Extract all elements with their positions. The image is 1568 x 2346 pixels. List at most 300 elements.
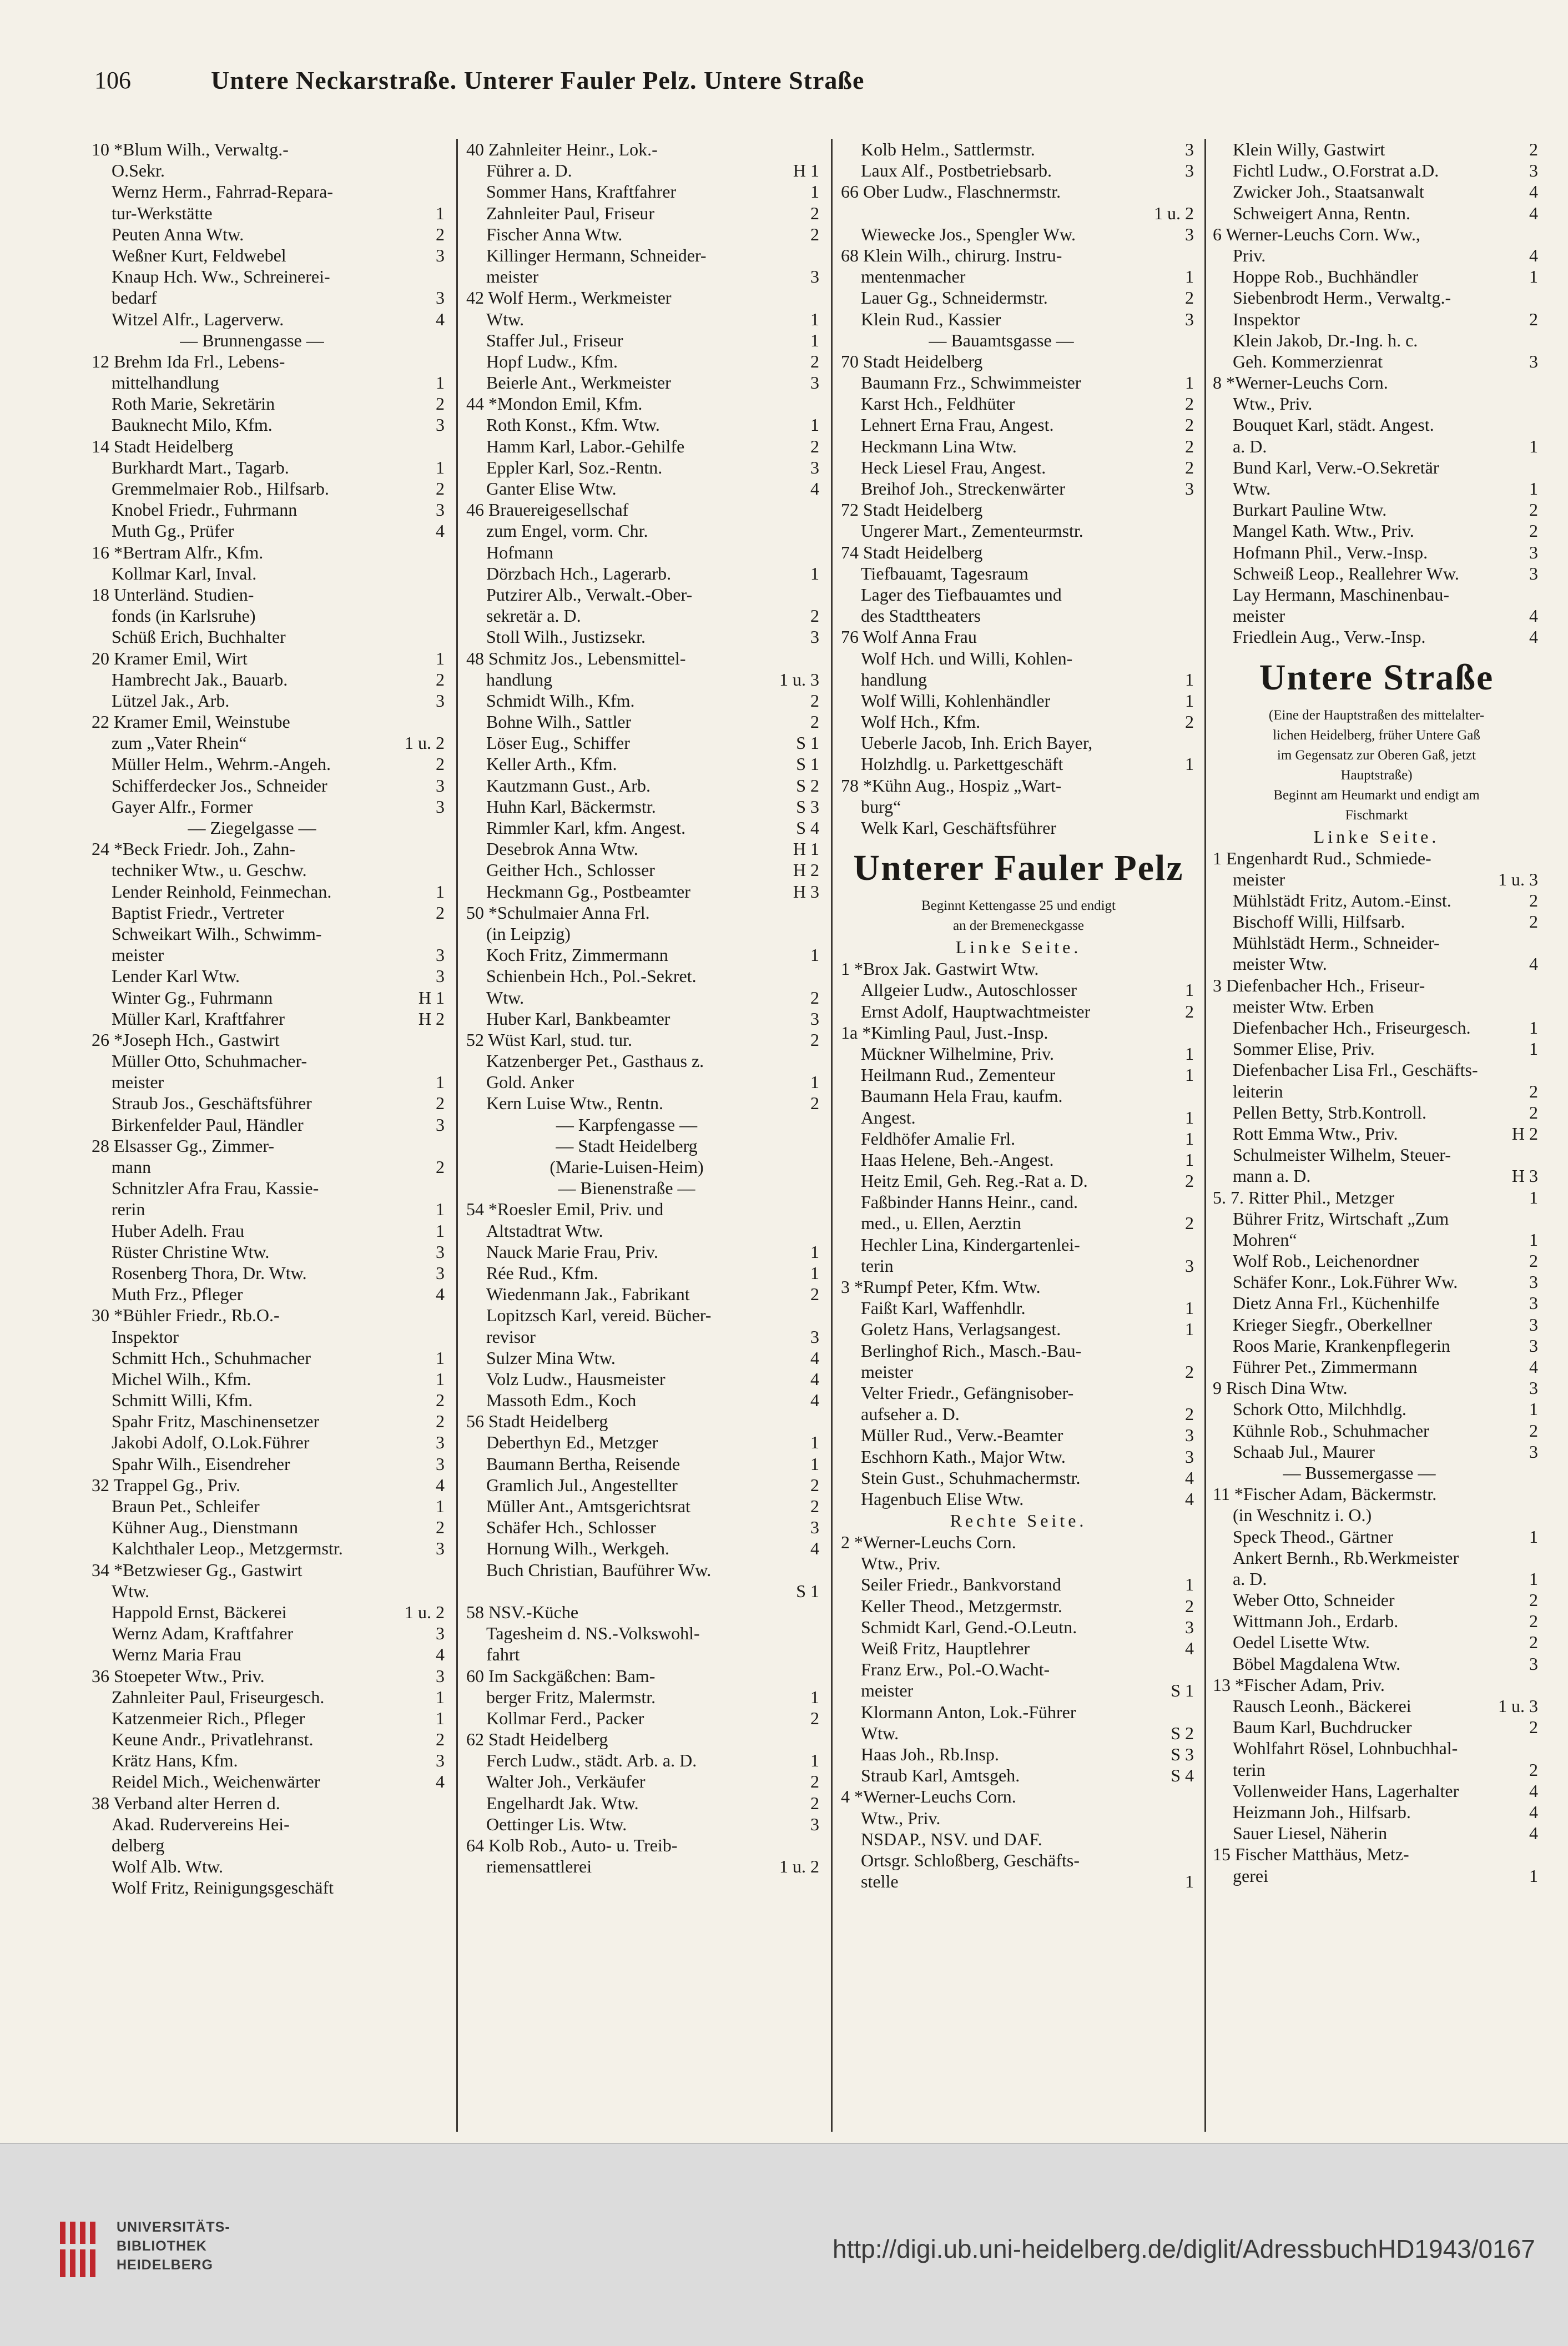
entry-text: Feldhöfer Amalie Frl. [861, 1128, 1016, 1149]
directory-entry [92, 478, 447, 499]
entry-text: rerin [112, 1199, 145, 1220]
entry-text: 74 Stadt Heidelberg [841, 542, 983, 562]
entry-floor: 2 [1185, 1001, 1194, 1021]
entry-text: Birkenfelder Paul, Händler [112, 1114, 304, 1135]
entry-text: O.Sekr. [112, 160, 165, 181]
entry-text: Schulmeister Wilhelm, Steuer- [1233, 1145, 1451, 1165]
entry-text: Siebenbrodt Herm., Verwaltg.- [1233, 288, 1451, 308]
entry-text: Oedel Lisette Wtw. [1233, 1632, 1370, 1653]
entry-text: Wolf Hch. und Willi, Kohlen- [861, 648, 1073, 668]
entry-text: Faßbinder Hanns Heinr., cand. [861, 1192, 1078, 1212]
directory-entry [1213, 160, 1540, 181]
entry-text: Huber Karl, Bankbeamter [486, 1008, 670, 1029]
entry-text: meister [861, 1680, 914, 1701]
entry-text: Kollmar Karl, Inval. [112, 563, 257, 583]
entry-floor: 4 [810, 1390, 819, 1411]
entry-text: Lehnert Erna Frau, Angest. [861, 415, 1054, 435]
directory-entry [841, 1765, 1196, 1786]
entry-text: leiterin [1233, 1081, 1283, 1101]
entry-text: Wolf Hch., Kfm. [861, 712, 981, 732]
entry-floor: S 2 [796, 775, 819, 796]
entry-floor: 2 [1529, 1081, 1538, 1101]
directory-entry [1213, 890, 1540, 911]
source-url[interactable]: http://digi.ub.uni-heidelberg.de/diglit/AdressbuchHD1943/0167 [833, 2234, 1535, 2263]
directory-entry [92, 1708, 447, 1729]
directory-entry [1213, 1165, 1540, 1186]
section-note: lichen Heidelberg, früher Untere Gaß [1273, 727, 1480, 743]
directory-entry [466, 1686, 821, 1708]
directory-entry [1213, 1398, 1540, 1419]
entry-text: Massoth Edm., Koch [486, 1390, 637, 1411]
entry-text: Huber Adelh. Frau [112, 1220, 245, 1241]
entry-text: — Karpfengasse — [556, 1114, 698, 1135]
directory-entry [1213, 1504, 1540, 1526]
directory-entry [466, 499, 821, 520]
entry-floor: 4 [436, 1771, 445, 1792]
directory-entry [841, 1001, 1196, 1022]
entry-floor: 1 [1185, 1128, 1194, 1149]
entry-floor: 4 [810, 1347, 819, 1368]
directory-entry [466, 1474, 821, 1496]
entry-text: Heck Liesel Frau, Angest. [861, 457, 1046, 477]
entry-text: 60 Im Sackgäßchen: Bam- [466, 1665, 656, 1686]
column-rule [1204, 139, 1206, 2132]
directory-entry [92, 351, 447, 372]
directory-entry [92, 753, 447, 774]
directory-entry [1213, 1038, 1540, 1059]
library-name-line: HEIDELBERG [117, 2257, 213, 2273]
entry-text: Seiler Friedr., Bankvorstand [861, 1574, 1061, 1595]
directory-entry [841, 626, 1196, 647]
entry-text: Kühnle Rob., Schuhmacher [1233, 1420, 1429, 1441]
entry-text: 18 Unterländ. Studien- [92, 584, 254, 605]
directory-entry [1213, 1356, 1540, 1377]
directory-entry [92, 1283, 447, 1305]
directory-entry [466, 1241, 821, 1262]
directory-entry [466, 1347, 821, 1368]
entry-text: Killinger Hermann, Schneider- [486, 245, 707, 265]
entry-floor: 3 [1529, 1378, 1538, 1398]
entry-floor: 2 [810, 436, 819, 456]
entry-floor: 1 [436, 1199, 445, 1220]
column-3 [841, 139, 1196, 2132]
entry-text: Hagenbuch Elise Wtw. [861, 1488, 1024, 1509]
directory-entry [92, 245, 447, 266]
directory-entry [92, 1347, 447, 1368]
entry-text: Fischer Anna Wtw. [486, 224, 623, 244]
side-heading-left: Linke Seite. [1313, 826, 1440, 847]
directory-entry [466, 1283, 821, 1305]
entry-text: Roth Marie, Sekretärin [112, 394, 275, 414]
entry-text: Bouquet Karl, städt. Angest. [1233, 415, 1434, 435]
entry-text: Akad. Rudervereins Hei- [112, 1814, 290, 1834]
entry-text: Wolf Rob., Leichenordner [1233, 1251, 1419, 1271]
entry-floor: S 1 [796, 754, 819, 774]
entry-text: 72 Stadt Heidelberg [841, 500, 983, 520]
directory-entry [1213, 203, 1540, 224]
section-divider [466, 1177, 821, 1199]
entry-text: 8 *Werner-Leuchs Corn. [1213, 372, 1388, 393]
directory-entry [1213, 1653, 1540, 1674]
entry-text: Ortsgr. Schloßberg, Geschäfts- [861, 1850, 1080, 1870]
directory-entry [466, 838, 821, 859]
entry-floor: 2 [810, 987, 819, 1008]
directory-entry [466, 1517, 821, 1538]
directory-entry [92, 1241, 447, 1262]
entry-floor: 2 [1529, 912, 1538, 932]
entry-floor: 4 [1529, 203, 1538, 223]
directory-entry [841, 1318, 1196, 1340]
directory-entry [466, 1814, 821, 1835]
directory-entry [841, 160, 1196, 181]
entry-floor: 2 [1185, 1361, 1194, 1382]
entry-text: 38 Verband alter Herren d. [92, 1793, 280, 1813]
entry-floor: S 1 [796, 733, 819, 753]
entry-text: Führer a. D. [486, 160, 572, 181]
directory-entry [841, 1255, 1196, 1276]
directory-entry [92, 1368, 447, 1390]
entry-text: mann [112, 1157, 152, 1177]
entry-floor: 2 [1529, 521, 1538, 541]
directory-entry [466, 1644, 821, 1665]
entry-text: Lender Karl Wtw. [112, 966, 240, 986]
entry-text: Hamm Karl, Labor.-Gehilfe [486, 436, 685, 456]
directory-entry [1213, 996, 1540, 1017]
entry-text: Diefenbacher Lisa Frl., Geschäfts- [1233, 1060, 1478, 1080]
entry-text: Laux Alf., Postbetriebsarb. [861, 160, 1052, 181]
directory-entry [841, 1107, 1196, 1128]
entry-floor: 4 [810, 479, 819, 499]
entry-text: 30 *Bühler Friedr., Rb.O.- [92, 1305, 280, 1326]
entry-floor: S 1 [1171, 1680, 1194, 1701]
entry-text: Wiewecke Jos., Spengler Ww. [861, 224, 1076, 244]
entry-text: Welk Karl, Geschäftsführer [861, 818, 1056, 838]
entry-text: handlung [861, 669, 927, 689]
entry-text: Eschhorn Kath., Major Wtw. [861, 1446, 1066, 1467]
directory-entry [466, 287, 821, 308]
directory-entry [92, 1177, 447, 1199]
entry-text: meister Wtw. Erben [1233, 996, 1374, 1016]
entry-text: Rée Rud., Kfm. [486, 1262, 598, 1283]
directory-entry [92, 1071, 447, 1093]
directory-entry [1213, 1144, 1540, 1165]
entry-text: — Stadt Heidelberg [556, 1135, 698, 1156]
entry-text: Reidel Mich., Weichenwärter [112, 1771, 320, 1792]
directory-entry [841, 351, 1196, 372]
entry-text: Peuten Anna Wtw. [112, 224, 244, 244]
directory-entry [841, 753, 1196, 774]
directory-entry [841, 372, 1196, 393]
entry-text: Muth Frz., Pfleger [112, 1284, 243, 1305]
directory-entry [1213, 1292, 1540, 1313]
directory-entry [1213, 330, 1540, 351]
entry-floor: 1 u. 3 [1498, 869, 1538, 889]
entry-floor: 2 [1529, 1102, 1538, 1122]
entry-text: Gremmelmaier Rob., Hilfsarb. [112, 479, 329, 499]
entry-text: Wolf Alb. Wtw. [112, 1856, 223, 1877]
entry-text: Knobel Friedr., Fuhrmann [112, 500, 298, 520]
entry-text: Kühner Aug., Dienstmann [112, 1517, 298, 1538]
entry-floor: 1 [436, 1072, 445, 1093]
entry-floor: 3 [810, 372, 819, 393]
directory-entry [841, 1808, 1196, 1829]
entry-text: Sulzer Mina Wtw. [486, 1347, 616, 1368]
directory-entry [466, 1729, 821, 1750]
entry-floor: 2 [436, 479, 445, 499]
entry-text: Roth Konst., Kfm. Wtw. [486, 415, 660, 435]
entry-text: Eppler Karl, Soz.-Rentn. [486, 457, 663, 477]
directory-entry [841, 605, 1196, 626]
directory-entry [92, 1220, 447, 1241]
entry-floor: 4 [436, 309, 445, 329]
entry-text: Muth Gg., Prüfer [112, 521, 234, 541]
entry-text: 28 Elsasser Gg., Zimmer- [92, 1135, 275, 1156]
entry-floor: 4 [436, 1644, 445, 1665]
directory-entry [92, 1644, 447, 1665]
entry-text: revisor [486, 1326, 536, 1347]
directory-entry [466, 753, 821, 774]
directory-entry [466, 1708, 821, 1729]
entry-floor: 3 [436, 288, 445, 308]
entry-text: (in Weschnitz i. O.) [1233, 1505, 1372, 1526]
entry-text: meister [112, 1072, 164, 1093]
entry-floor: 2 [1185, 712, 1194, 732]
entry-text: techniker Wtw., u. Geschw. [112, 860, 307, 880]
entry-floor: 1 [810, 330, 819, 350]
directory-entry [841, 1191, 1196, 1212]
directory-entry [466, 309, 821, 330]
entry-text: Wolf Willi, Kohlenhändler [861, 690, 1051, 711]
directory-entry [466, 775, 821, 796]
entry-text: Heitz Emil, Geh. Reg.-Rat a. D. [861, 1171, 1088, 1191]
entry-text: 13 *Fischer Adam, Priv. [1213, 1674, 1385, 1695]
directory-entry [841, 1128, 1196, 1149]
directory-entry [92, 1474, 447, 1496]
entry-text: Hechler Lina, Kindergartenlei- [861, 1234, 1080, 1255]
directory-entry [92, 584, 447, 605]
entry-text: 50 *Schulmaier Anna Frl. [466, 902, 650, 923]
entry-floor: 3 [436, 1623, 445, 1644]
entry-text: 24 *Beck Friedr. Joh., Zahn- [92, 839, 296, 859]
directory-entry [92, 965, 447, 986]
directory-entry [841, 1234, 1196, 1255]
entry-text: Bauknecht Milo, Kfm. [112, 415, 273, 435]
entry-text: Schaab Jul., Maurer [1233, 1441, 1375, 1462]
directory-entry [92, 1665, 447, 1686]
entry-text: mentenmacher [861, 266, 966, 287]
entry-text: 10 *Blum Wilh., Verwaltg.- [92, 139, 289, 159]
entry-text: 68 Klein Wilh., chirurg. Instru- [841, 245, 1062, 265]
directory-entry [92, 520, 447, 541]
side-heading-right: Rechte Seite. [950, 1511, 1087, 1531]
entry-floor: 3 [1185, 1255, 1194, 1276]
entry-floor: 1 [1529, 1018, 1538, 1038]
entry-text: Pellen Betty, Strb.Kontroll. [1233, 1102, 1427, 1122]
entry-floor: S 4 [796, 818, 819, 838]
entry-floor: 2 [1529, 309, 1538, 329]
entry-text: Berlinghof Rich., Masch.-Bau- [861, 1340, 1082, 1361]
entry-text: mann a. D. [1233, 1166, 1311, 1186]
entry-text: stelle [861, 1871, 899, 1892]
entry-text: handlung [486, 669, 553, 689]
entry-text: Mangel Kath. Wtw., Priv. [1233, 521, 1414, 541]
directory-entry [841, 1276, 1196, 1297]
entry-text: — Bussemergasse — [1283, 1462, 1436, 1483]
entry-floor: 2 [436, 902, 445, 923]
entry-floor: 3 [1529, 351, 1538, 371]
entry-text: Ungerer Mart., Zementeurmstr. [861, 521, 1083, 541]
entry-text: Schweikart Wilh., Schwimm- [112, 923, 322, 944]
section-note: an der Bremeneckgasse [953, 918, 1084, 934]
directory-entry [92, 1114, 447, 1135]
entry-text: 1a *Kimling Paul, Just.-Insp. [841, 1022, 1048, 1043]
section-note: (Eine der Hauptstraßen des mittelalter- [1268, 707, 1485, 723]
directory-entry [92, 648, 447, 669]
entry-text: Tiefbauamt, Tagesraum [861, 563, 1028, 583]
entry-floor: 1 [810, 1686, 819, 1707]
entry-text: Volz Ludw., Hausmeister [486, 1368, 665, 1389]
entry-text: Holzhdlg. u. Parkettgeschäft [861, 754, 1063, 774]
directory-entry [1213, 1250, 1540, 1271]
entry-floor: 2 [1529, 890, 1538, 910]
directory-entry [92, 1156, 447, 1177]
directory-entry [466, 1771, 821, 1792]
directory-entry [841, 711, 1196, 732]
entry-text: Knaup Hch. Ww., Schreinerei- [112, 266, 330, 287]
directory-entry [92, 1326, 447, 1347]
entry-floor: 4 [436, 1474, 445, 1495]
directory-entry [92, 1771, 447, 1792]
entry-text: Müller Karl, Kraftfahrer [112, 1008, 285, 1029]
entry-floor: 3 [436, 1241, 445, 1262]
entry-floor: 1 [1185, 1298, 1194, 1318]
directory-entry [841, 796, 1196, 817]
entry-text: Winter Gg., Fuhrmann [112, 987, 273, 1008]
directory-entry [92, 309, 447, 330]
directory-entry [92, 605, 447, 626]
directory-entry [1213, 1081, 1540, 1102]
directory-entry [466, 224, 821, 245]
directory-entry [92, 1793, 447, 1814]
entry-text: meister [112, 945, 164, 965]
entry-text: Beierle Ant., Werkmeister [486, 372, 671, 393]
directory-entry [841, 817, 1196, 838]
directory-entry [841, 1659, 1196, 1680]
directory-entry [466, 160, 821, 181]
entry-text: Burkart Pauline Wtw. [1233, 500, 1387, 520]
directory-entry [466, 626, 821, 647]
entry-text: 3 *Rumpf Peter, Kfm. Wtw. [841, 1277, 1041, 1297]
entry-floor: 1 u. 2 [1154, 203, 1194, 223]
directory-entry [466, 1559, 821, 1580]
directory-entry [1213, 1441, 1540, 1462]
entry-text: Sommer Hans, Kraftfahrer [486, 182, 677, 202]
entry-floor: S 2 [1171, 1723, 1194, 1743]
entry-text: Mohren“ [1233, 1229, 1297, 1250]
entry-text: Hambrecht Jak., Bauarb. [112, 669, 288, 689]
directory-entry [841, 309, 1196, 330]
directory-entry [92, 859, 447, 880]
entry-floor: 3 [1529, 1441, 1538, 1462]
entry-floor: 2 [1185, 436, 1194, 456]
entry-text: Schifferdecker Jos., Schneider [112, 775, 327, 796]
entry-text: Schnitzler Afra Frau, Kassie- [112, 1178, 319, 1199]
directory-entry [841, 584, 1196, 605]
entry-floor: 3 [810, 457, 819, 477]
section-divider [92, 330, 447, 351]
entry-text: 1 Engenhardt Rud., Schmiede- [1213, 848, 1431, 868]
entry-floor: 1 [1185, 1149, 1194, 1170]
entry-text: Dörzbach Hch., Lagerarb. [486, 563, 672, 583]
entry-floor: 4 [1529, 627, 1538, 647]
directory-entry [841, 958, 1196, 979]
directory-entry [92, 775, 447, 796]
directory-entry [466, 478, 821, 499]
entry-floor: 3 [436, 1750, 445, 1771]
entry-text: Haas Joh., Rb.Insp. [861, 1744, 999, 1764]
entry-text: Witzel Alfr., Lagerverw. [112, 309, 284, 329]
entry-text: Tagesheim d. NS.-Volkswohl- [486, 1623, 700, 1644]
entry-text: meister [1233, 869, 1285, 889]
directory-entry [1213, 1738, 1540, 1759]
entry-text: Schmidt Wilh., Kfm. [486, 690, 635, 711]
entry-floor: 1 u. 3 [1498, 1696, 1538, 1716]
directory-entry [1213, 584, 1540, 605]
entry-floor: H 1 [793, 839, 819, 859]
entry-floor: 1 [436, 648, 445, 668]
entry-text: Sauer Liesel, Näherin [1233, 1823, 1388, 1844]
entry-floor: 1 [1185, 980, 1194, 1000]
entry-text: Mühlstädt Fritz, Autom.-Einst. [1233, 890, 1451, 910]
entry-text: Wtw. [1233, 479, 1271, 499]
entry-floor: 3 [1185, 160, 1194, 181]
directory-entry [841, 1744, 1196, 1765]
entry-text: Sommer Elise, Priv. [1233, 1039, 1375, 1059]
entry-text: Wohlfahrt Rösel, Lohnbuchhal- [1233, 1738, 1458, 1759]
directory-entry [92, 1623, 447, 1644]
entry-text: Geither Hch., Schlosser [486, 860, 655, 880]
entry-floor: 3 [1185, 224, 1194, 244]
entry-text: meister [486, 266, 539, 287]
entry-floor: 2 [1529, 139, 1538, 159]
directory-entry [92, 287, 447, 308]
entry-text: 54 *Roesler Emil, Priv. und [466, 1199, 664, 1220]
entry-text: Priv. [1233, 245, 1266, 265]
directory-entry [92, 542, 447, 563]
entry-text: 14 Stadt Heidelberg [92, 436, 234, 456]
entry-text: Schäfer Konr., Lok.Führer Ww. [1233, 1272, 1458, 1292]
directory-entry [466, 1368, 821, 1390]
entry-text: 66 Ober Ludw., Flaschnermstr. [841, 182, 1061, 202]
directory-entry [1213, 224, 1540, 245]
entry-floor: 3 [436, 1538, 445, 1559]
entry-text: Krieger Siegfr., Oberkellner [1233, 1314, 1432, 1335]
directory-entry [841, 1701, 1196, 1723]
entry-text: Geh. Kommerzienrat [1233, 351, 1383, 371]
entry-text: NSDAP., NSV. und DAF. [861, 1829, 1042, 1849]
entry-text: Heckmann Gg., Postbeamter [486, 881, 690, 902]
entry-text: 26 *Joseph Hch., Gastwirt [92, 1029, 280, 1050]
entry-text: a. D. [1233, 436, 1267, 456]
directory-entry [92, 224, 447, 245]
entry-text: 56 Stadt Heidelberg [466, 1411, 608, 1432]
directory-entry [92, 1496, 447, 1517]
entry-text: Baum Karl, Buchdrucker [1233, 1717, 1412, 1738]
directory-entry [92, 1135, 447, 1156]
entry-floor: 2 [810, 1771, 819, 1792]
directory-entry [841, 436, 1196, 457]
entry-floor: 1 [436, 372, 445, 393]
